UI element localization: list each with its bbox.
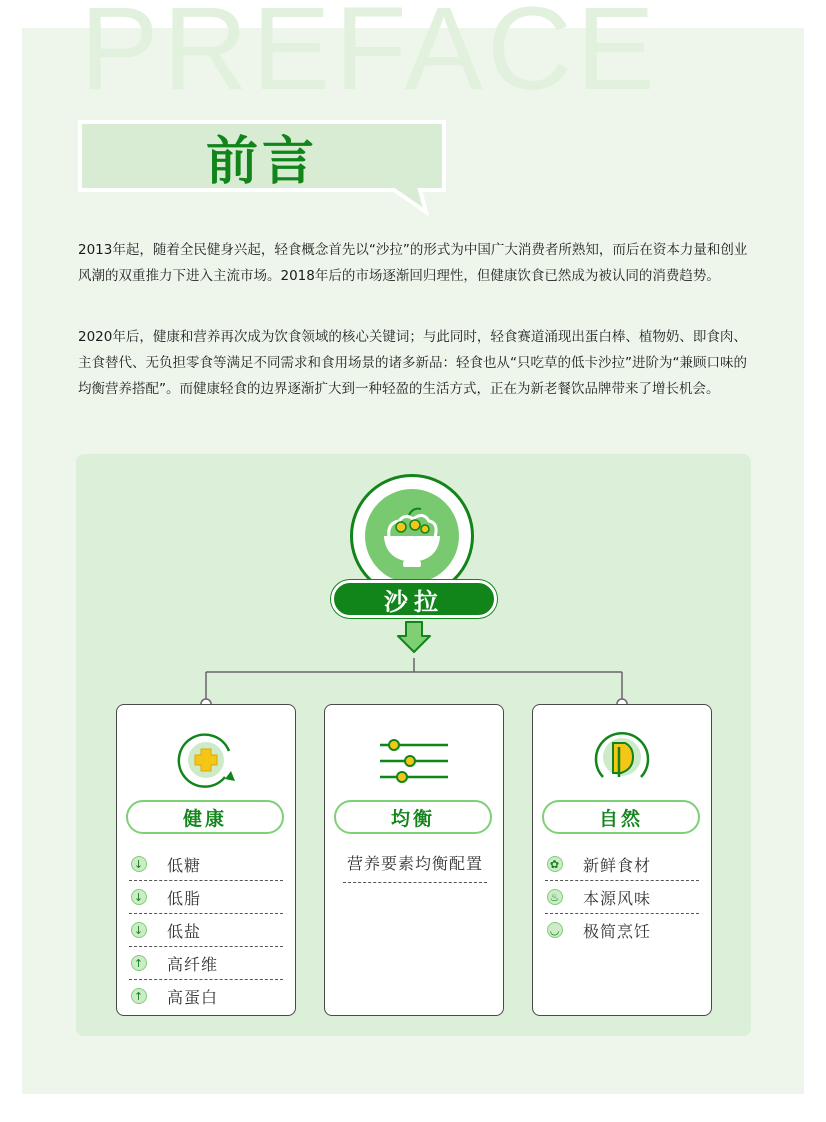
- page-title: 前言: [205, 131, 318, 192]
- item-text: 本源风味: [583, 888, 652, 908]
- arrow-down-icon: ↓: [131, 922, 147, 938]
- leaf-nature-icon: [589, 727, 655, 793]
- flavor-icon: ♨: [547, 889, 563, 905]
- health-item-list: [129, 848, 283, 1012]
- item-text: 极简烹饪: [583, 921, 652, 941]
- balance-label: 均衡: [334, 800, 492, 834]
- balance-card: [324, 704, 504, 1016]
- intro-paragraph-1: 2013年起，随着全民健身兴起，轻食概念首先以“沙拉”的形式为中国广大消费者所熟知，而后在资本力量和创业风潮的双重推力下进入主流市场。2018年后的市场逐渐回归理性，但健康饮食已然成为被认同的消费趋势。: [78, 242, 748, 284]
- list-item: [129, 980, 283, 1012]
- item-text: 高纤维: [167, 954, 219, 974]
- list-item: [129, 947, 283, 980]
- list-item: [545, 848, 699, 881]
- item-text: 高蛋白: [167, 987, 219, 1007]
- nature-item-list: [545, 848, 699, 946]
- arrow-up-icon: ↑: [131, 955, 147, 971]
- list-item: [545, 914, 699, 946]
- health-label: 健康: [126, 800, 284, 834]
- list-item: [129, 848, 283, 881]
- nature-card: [532, 704, 712, 1016]
- item-text: 新鲜食材: [583, 855, 652, 875]
- arrow-down-icon: ↓: [131, 889, 147, 905]
- item-text: 低盐: [167, 921, 202, 941]
- item-text: 低糖: [167, 855, 202, 875]
- down-arrow-icon: [398, 622, 430, 652]
- slider-balance-icon: [381, 727, 447, 793]
- watermark-text: PREFACE: [80, 0, 659, 115]
- arrow-down-icon: ↓: [131, 856, 147, 872]
- cook-icon: ◡: [547, 922, 563, 938]
- fresh-icon: ✿: [547, 856, 563, 872]
- arrow-up-icon: ↑: [131, 988, 147, 1004]
- nature-label: 自然: [542, 800, 700, 834]
- list-item: [545, 881, 699, 914]
- center-label: 沙拉: [331, 580, 497, 618]
- health-cross-icon: [173, 727, 239, 793]
- item-text: 低脂: [167, 888, 202, 908]
- list-item: [129, 881, 283, 914]
- intro-paragraph-2: 2020年后，健康和营养再次成为饮食领域的核心关键词；与此同时，轻食赛道涌现出蛋白棒、植物奶、即食肉、主食替代、无负担零食等满足不同需求和食用场景的诸多新品：轻食也从“只吃草的低卡沙拉”进阶为“兼顾口味的均衡营养搭配”。而健康轻食的边界逐渐扩大到一种轻盈的生活方式，正在为新老餐饮品牌带来了增长机会。: [78, 329, 747, 397]
- balance-description: 营养要素均衡配置: [343, 851, 487, 883]
- health-card: [116, 704, 296, 1016]
- list-item: [129, 914, 283, 947]
- salad-bowl-icon: [365, 489, 459, 583]
